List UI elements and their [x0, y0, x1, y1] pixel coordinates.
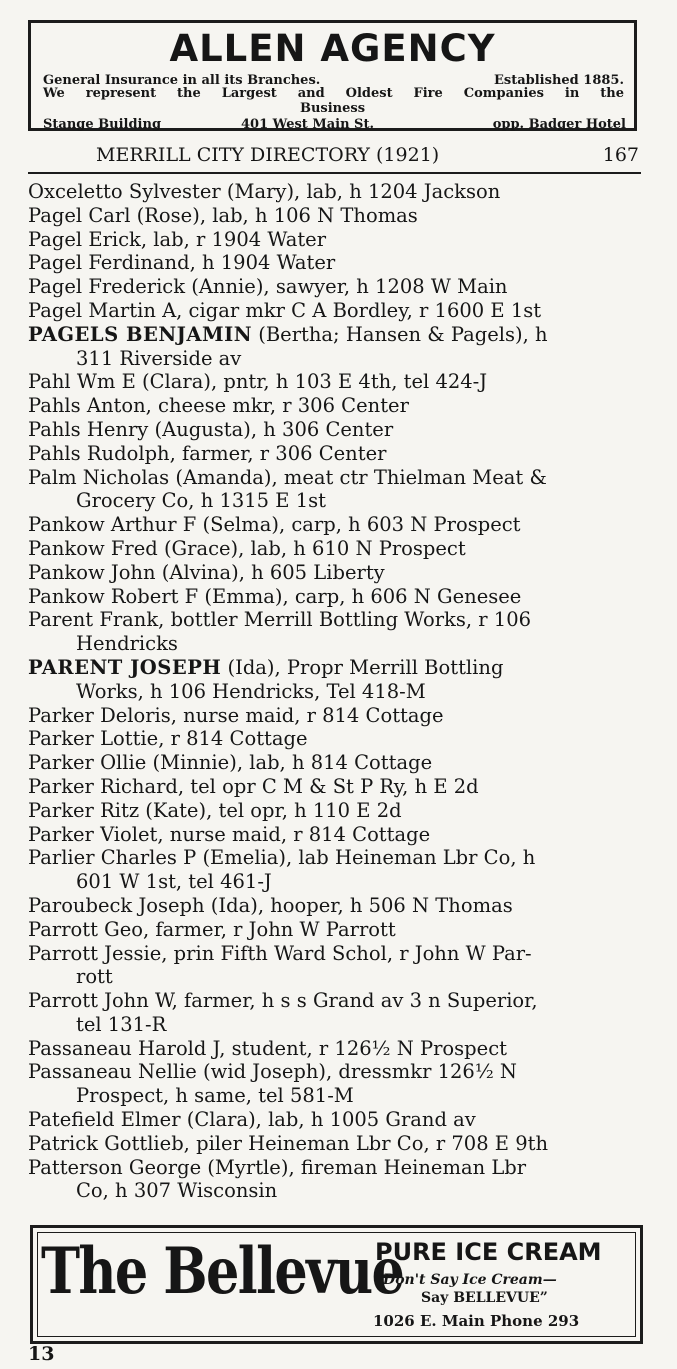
- directory-entry: [28, 370, 642, 394]
- ad-product: PURE ICE CREAM: [375, 1238, 602, 1266]
- directory-entry: [28, 608, 642, 656]
- entry-text: Parker Deloris, nurse maid, r 814 Cottage: [28, 703, 444, 727]
- directory-title: MERRILL CITY DIRECTORY (1921): [96, 144, 440, 166]
- entry-continuation: Hendricks: [76, 632, 178, 656]
- directory-entry: [28, 442, 642, 466]
- directory-entry: [28, 918, 642, 942]
- directory-entry: [28, 1132, 642, 1156]
- entry-text: Patefield Elmer (Clara), lab, h 1005 Grand av: [28, 1108, 476, 1132]
- entry-text: Pahl Wm E (Clara), pntr, h 103 E 4th, tel 424-J: [28, 370, 488, 394]
- entry-text: Parker Ritz (Kate), tel opr, h 110 E 2d: [28, 798, 402, 822]
- ad-line-location: opp. Badger Hotel: [492, 117, 626, 132]
- entry-text: Pahls Anton, cheese mkr, r 306 Center: [28, 394, 409, 418]
- page-number: 167: [602, 144, 639, 166]
- entry-text: Parker Richard, tel opr C M & St P Ry, h E 2d: [28, 774, 479, 798]
- directory-entry: [28, 228, 642, 252]
- ad-line-building: Stange Building: [43, 117, 162, 132]
- entry-text: (Bertha; Hansen & Pagels), h: [252, 322, 548, 346]
- directory-entry: [28, 775, 642, 799]
- entry-continuation: 601 W 1st, tel 461-J: [76, 870, 272, 894]
- entry-text: Pahls Henry (Augusta), h 306 Center: [28, 417, 394, 441]
- entry-highlight-name: PAGELS BENJAMIN: [28, 322, 253, 346]
- ad-line-address: 401 West Main St.: [241, 117, 374, 132]
- entry-text: Parlier Charles P (Emelia), lab Heineman Lbr Co, h: [28, 846, 536, 870]
- directory-entry: [28, 799, 642, 823]
- allen-agency-ad: [28, 20, 637, 131]
- entry-text: Patterson George (Myrtle), fireman Heineman Lbr: [28, 1155, 527, 1179]
- entry-continuation: 311 Riverside av: [76, 346, 242, 370]
- directory-entry: [28, 299, 642, 323]
- directory-entry: [28, 846, 642, 894]
- entry-continuation: Prospect, h same, tel 581-M: [76, 1084, 354, 1108]
- entry-text: Patrick Gottlieb, piler Heineman Lbr Co, r 708 E 9th: [28, 1131, 549, 1155]
- directory-entry: [28, 1108, 642, 1132]
- entry-text: Oxceletto Sylvester (Mary), lab, h 1204 Jackson: [28, 180, 501, 203]
- directory-entry: [28, 251, 642, 275]
- directory-entry: [28, 561, 642, 585]
- entry-text: Parker Lottie, r 814 Cottage: [28, 727, 308, 751]
- ad-line-insurance: General Insurance in all its Branches.: [43, 73, 321, 88]
- entry-text: Pagel Ferdinand, h 1904 Water: [28, 251, 336, 275]
- entry-continuation: Works, h 106 Hendricks, Tel 418-M: [76, 679, 426, 703]
- entry-text: Pankow Fred (Grace), lab, h 610 N Prospect: [28, 536, 466, 560]
- directory-entry: [28, 585, 642, 609]
- directory-entry: [28, 180, 642, 204]
- ad-address: 1026 E. Main Phone 293: [373, 1312, 580, 1330]
- entry-text: Paroubeck Joseph (Ida), hooper, h 506 N Thomas: [28, 893, 513, 917]
- directory-entry: [28, 1156, 642, 1204]
- directory-entry: [28, 942, 642, 990]
- entry-text: Pankow John (Alvina), h 605 Liberty: [28, 560, 385, 584]
- directory-entry: [28, 894, 642, 918]
- directory-entry: [28, 751, 642, 775]
- footer-number: 13: [28, 1343, 55, 1365]
- entry-text: Passaneau Nellie (wid Joseph), dressmkr 126½ N: [28, 1060, 517, 1084]
- directory-entry: [28, 275, 642, 299]
- entry-continuation: rott: [76, 965, 113, 989]
- directory-entry: [28, 989, 642, 1037]
- directory-entry: [28, 323, 642, 371]
- entry-text: Passaneau Harold J, student, r 126½ N Prospect: [28, 1036, 507, 1060]
- directory-entry: [28, 418, 642, 442]
- entry-text: Pagel Carl (Rose), lab, h 106 N Thomas: [28, 203, 418, 227]
- directory-entry: [28, 513, 642, 537]
- entry-text: Pagel Erick, lab, r 1904 Water: [28, 227, 327, 251]
- directory-entry: [28, 727, 642, 751]
- entry-text: Parker Violet, nurse maid, r 814 Cottage: [28, 822, 431, 846]
- entry-text: Pahls Rudolph, farmer, r 306 Center: [28, 441, 387, 465]
- directory-entry: [28, 537, 642, 561]
- entry-text: Parent Frank, bottler Merrill Bottling Works, r 106: [28, 608, 532, 632]
- ad-line-established: Established 1885.: [494, 73, 624, 88]
- directory-entry: [28, 1037, 642, 1061]
- ad-line-represent: We represent the Largest and Oldest Fire Companies in the: [43, 86, 624, 101]
- directory-entry: [28, 466, 642, 514]
- ad-agency-name: ALLEN AGENCY: [169, 27, 496, 70]
- entry-text: Palm Nicholas (Amanda), meat ctr Thielman Meat &: [28, 465, 547, 489]
- page-header: [28, 138, 641, 174]
- ad-slogan-line1: “Don't Say Ice Cream—: [375, 1272, 557, 1288]
- ad-slogan-line2: Say BELLEVUE”: [421, 1290, 548, 1306]
- directory-entry: [28, 1060, 642, 1108]
- entry-text: Parrott John W, farmer, h s s Grand av 3 n Superior,: [28, 989, 538, 1013]
- entry-continuation: Grocery Co, h 1315 E 1st: [76, 489, 326, 513]
- entry-text: Pagel Martin A, cigar mkr C A Bordley, r 1600 E 1st: [28, 298, 542, 322]
- directory-entry: [28, 656, 642, 704]
- directory-entry: [28, 394, 642, 418]
- ad-line-business: Business: [299, 101, 366, 116]
- entry-text: (Ida), Propr Merrill Bottling: [221, 655, 504, 679]
- entry-text: Parker Ollie (Minnie), lab, h 814 Cottage: [28, 751, 433, 775]
- directory-entry: [28, 204, 642, 228]
- directory-entry: [28, 823, 642, 847]
- directory-entries: [28, 180, 642, 1203]
- entry-text: Pankow Arthur F (Selma), carp, h 603 N Prospect: [28, 513, 521, 537]
- entry-continuation: tel 131-R: [76, 1012, 167, 1036]
- entry-text: Parrott Jessie, prin Fifth Ward Schol, r John W Par-: [28, 941, 532, 965]
- entry-text: Pankow Robert F (Emma), carp, h 606 N Genesee: [28, 584, 522, 608]
- ad-brand: The Bellevue: [41, 1234, 404, 1309]
- entry-continuation: Co, h 307 Wisconsin: [76, 1179, 278, 1203]
- entry-text: Parrott Geo, farmer, r John W Parrott: [28, 917, 396, 941]
- entry-text: Pagel Frederick (Annie), sawyer, h 1208 W Main: [28, 275, 508, 299]
- directory-entry: [28, 704, 642, 728]
- entry-highlight-name: PARENT JOSEPH: [28, 655, 222, 679]
- bellevue-ad: [30, 1225, 643, 1344]
